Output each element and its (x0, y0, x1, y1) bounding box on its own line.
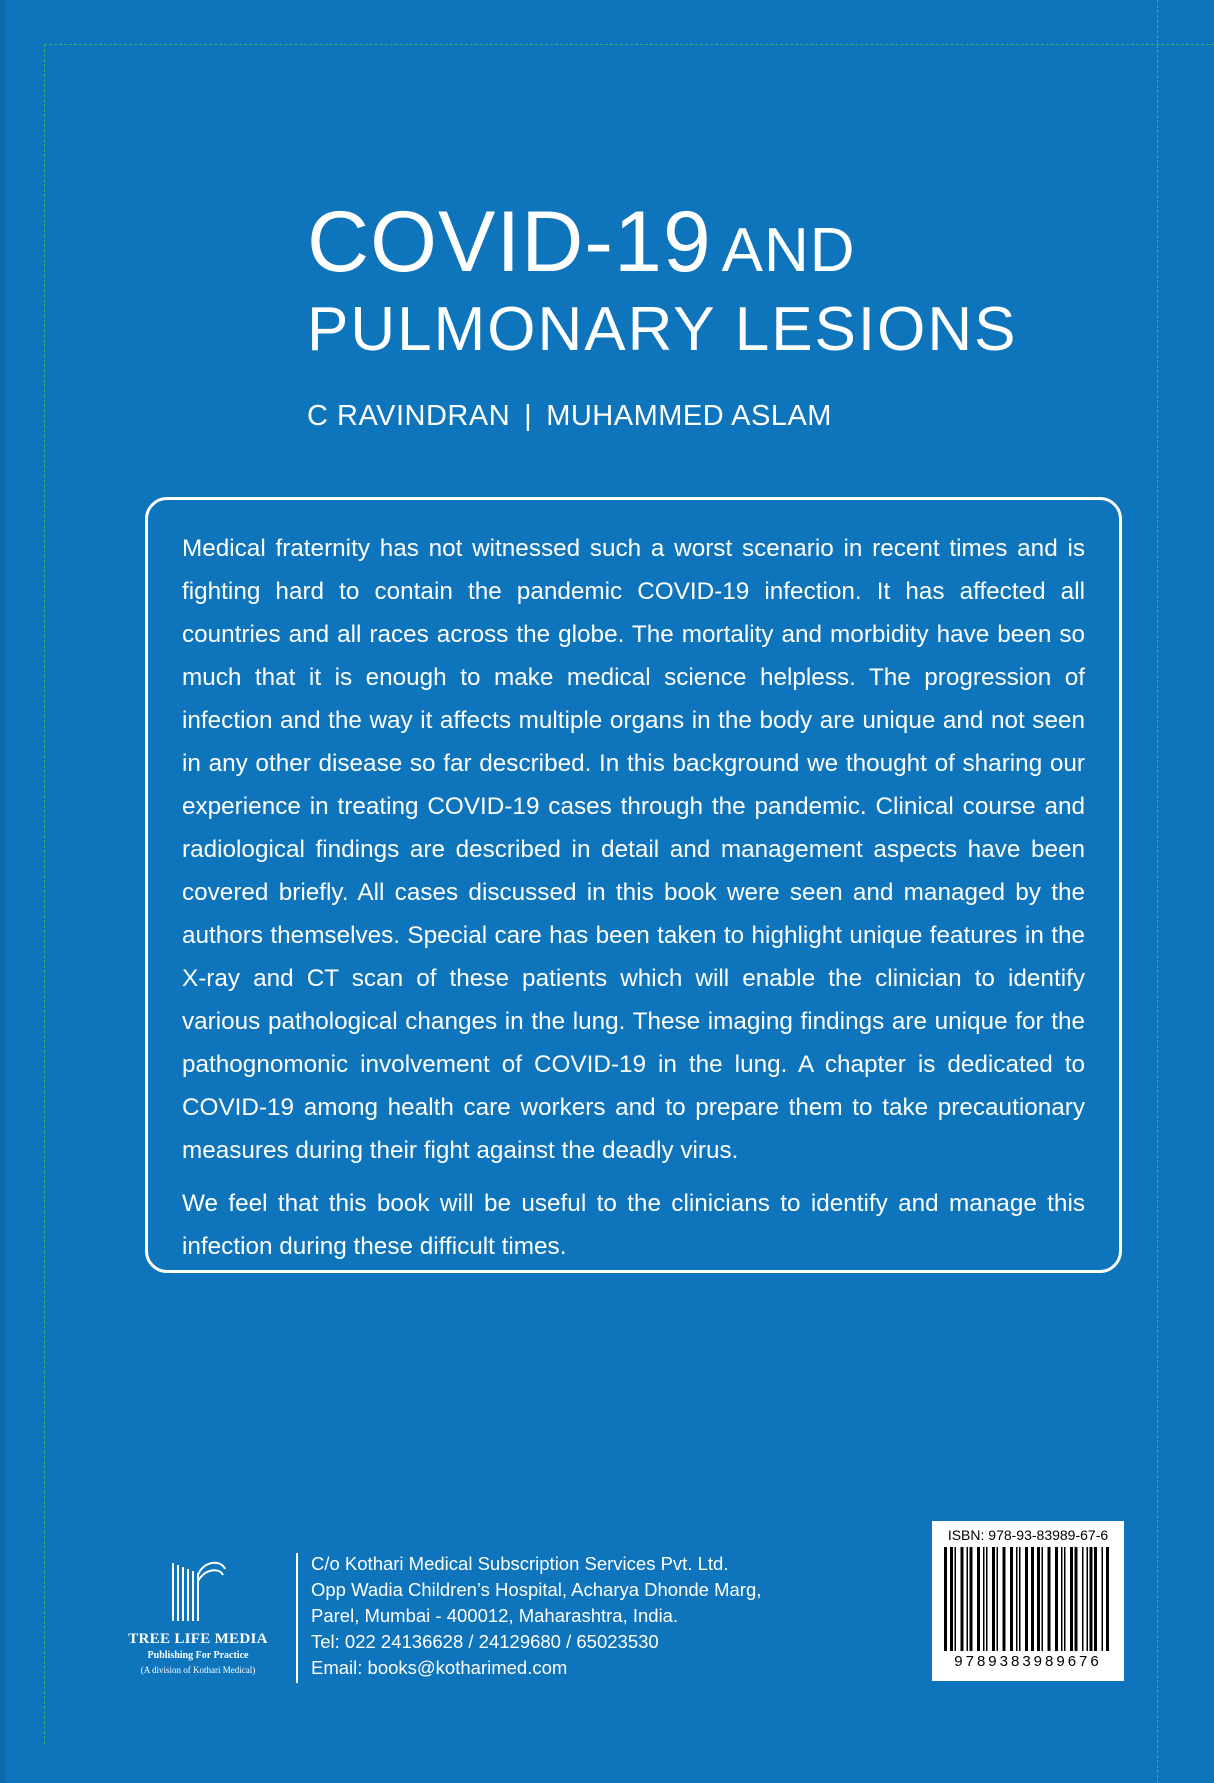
barcode-bar (1010, 1547, 1013, 1651)
blurb-paragraph-2: We feel that this book will be useful to the clinicians to identify and manage this infection during these difficult times. (182, 1190, 1085, 1260)
barcode-bar (967, 1547, 969, 1651)
barcode-bar (997, 1547, 999, 1651)
address-line: Opp Wadia Children’s Hospital, Acharya Dhonde Marg, (311, 1579, 762, 1600)
address-line: Parel, Mumbai - 400012, Maharashtra, India. (311, 1605, 679, 1626)
barcode-bar (1070, 1547, 1073, 1651)
address-phone: Tel: 022 24136628 / 24129680 / 65023530 (311, 1631, 659, 1652)
barcode-bar (1031, 1547, 1034, 1651)
barcode-bar (1061, 1547, 1063, 1651)
publisher-address (311, 1551, 761, 1681)
barcode-bar (983, 1547, 985, 1651)
barcode-bar (1082, 1547, 1084, 1651)
address-divider (296, 1553, 298, 1683)
barcode-bar (977, 1547, 980, 1651)
title-covid: COVID-19 (307, 194, 712, 291)
barcode-bar (1025, 1547, 1028, 1651)
barcode-bar (1019, 1547, 1021, 1651)
author-2: MUHAMMED ASLAM (546, 400, 832, 432)
authors (307, 400, 832, 433)
isbn-label: ISBN: 978-93-83989-67-6 (947, 1527, 1109, 1543)
trim-guide-vertical (1157, 0, 1159, 1783)
barcode-bar (1094, 1547, 1097, 1651)
title-line-1 (307, 194, 1087, 299)
title-and: AND (721, 216, 856, 286)
barcode-bar (1016, 1547, 1018, 1651)
barcode-icon (940, 1547, 1116, 1651)
blurb-box (145, 497, 1122, 1273)
barcode-bar (1048, 1547, 1051, 1651)
barcode-bar (961, 1547, 964, 1651)
barcode-bar (1075, 1547, 1078, 1651)
barcode-bar (970, 1547, 973, 1651)
barcode-digits: 9789383989676 (954, 1653, 1102, 1670)
barcode-bar (1102, 1547, 1104, 1651)
spine-edge (0, 0, 6, 1783)
title-line-2: PULMONARY LESIONS (307, 295, 1018, 365)
barcode-bar (1037, 1547, 1040, 1651)
barcode-bar (1042, 1547, 1044, 1651)
barcode-bar (1087, 1547, 1089, 1651)
barcode-bar (1003, 1547, 1006, 1651)
barcode-bar (944, 1547, 947, 1651)
barcode-bar (950, 1547, 953, 1651)
barcode-bar (1106, 1547, 1109, 1651)
address-line: C/o Kothari Medical Subscription Services Pvt. Ltd. (311, 1553, 729, 1574)
barcode-bar (992, 1547, 995, 1651)
isbn-barcode (932, 1521, 1124, 1681)
author-1: C RAVINDRAN (307, 400, 511, 432)
publisher-tagline: Publishing For Practice (147, 1650, 249, 1661)
barcode-bar (1064, 1547, 1066, 1651)
barcode-bar (1055, 1547, 1058, 1651)
barcode-bar (955, 1547, 957, 1651)
author-separator: | (524, 400, 533, 432)
tree-life-media-logo-icon (163, 1555, 233, 1629)
publisher-logo-block (108, 1555, 288, 1675)
barcode-bar (986, 1547, 988, 1651)
publisher-division: (A division of Kothari Medical) (140, 1665, 256, 1675)
barcode-bar (1090, 1547, 1093, 1651)
book-title (307, 194, 1087, 365)
publisher-name: TREE LIFE MEDIA (128, 1631, 268, 1647)
address-email: Email: books@kotharimed.com (311, 1657, 568, 1678)
blurb-paragraph-1: Medical fraternity has not witnessed such a worst scenario in recent times and is fighting hard to contain the pandemic COVID-19 infection. It has affected all countries and all races across the globe. The mortality and morbidity have been so much that it is enough to make medical science helpless. The progression of infection and the way it affects multiple organs in the body are unique and not seen in any other disease so far described. In this background we thought of sharing our experience in treating COVID-19 cases through the pandemic. Clinical course and radiological findings are described in detail and management aspects have been covered briefly. All cases discussed in this book were seen and managed by the authors themselves. Special care has been taken to highlight unique features in the X-ray and CT scan of these patients which will enable the clinician to identify various pathological changes in the lung. These imaging findings are unique for the pathognomonic involvement of COVID-19 in the lung. A chapter is dedicated to COVID-19 among health care workers and to prepare them to take precautionary measures during their fight against the deadly virus. (182, 535, 1085, 1164)
